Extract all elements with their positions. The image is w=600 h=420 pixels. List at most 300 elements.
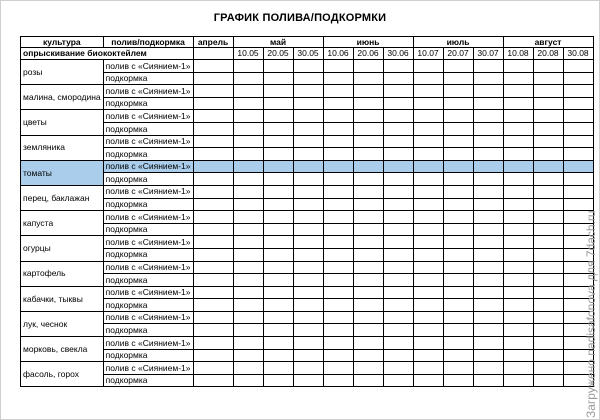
table-cell[interactable] — [193, 97, 233, 110]
table-cell[interactable] — [323, 85, 353, 98]
table-cell[interactable] — [443, 97, 473, 110]
table-cell[interactable] — [533, 362, 563, 375]
table-cell[interactable] — [563, 60, 593, 73]
table-cell[interactable] — [233, 60, 263, 73]
table-cell[interactable] — [473, 135, 503, 148]
table-cell[interactable] — [413, 85, 443, 98]
table-cell[interactable] — [323, 337, 353, 350]
table-cell[interactable] — [443, 185, 473, 198]
table-cell[interactable] — [353, 248, 383, 261]
table-cell[interactable] — [353, 337, 383, 350]
table-cell[interactable] — [473, 85, 503, 98]
table-cell[interactable] — [533, 97, 563, 110]
table-cell[interactable] — [263, 160, 293, 173]
table-cell[interactable] — [503, 148, 533, 161]
table-cell[interactable] — [563, 173, 593, 186]
table-cell[interactable] — [233, 110, 263, 123]
table-cell[interactable] — [383, 110, 413, 123]
table-cell[interactable] — [413, 97, 443, 110]
table-cell[interactable] — [263, 362, 293, 375]
table-cell[interactable] — [233, 374, 263, 387]
table-cell[interactable] — [503, 236, 533, 249]
table-cell[interactable] — [263, 261, 293, 274]
table-cell[interactable] — [263, 299, 293, 312]
table-cell[interactable] — [193, 261, 233, 274]
table-cell[interactable] — [383, 148, 413, 161]
table-cell[interactable] — [323, 185, 353, 198]
table-cell[interactable] — [383, 374, 413, 387]
table-cell[interactable] — [233, 286, 263, 299]
table-cell[interactable] — [263, 198, 293, 211]
table-cell[interactable] — [353, 299, 383, 312]
table-cell[interactable] — [533, 274, 563, 287]
table-cell[interactable] — [473, 286, 503, 299]
table-cell[interactable] — [193, 286, 233, 299]
table-cell[interactable] — [353, 135, 383, 148]
table-cell[interactable] — [233, 160, 263, 173]
table-cell[interactable] — [383, 198, 413, 211]
table-cell[interactable] — [293, 337, 323, 350]
table-cell[interactable] — [503, 223, 533, 236]
table-cell[interactable] — [413, 198, 443, 211]
table-cell[interactable] — [383, 248, 413, 261]
table-cell[interactable] — [473, 185, 503, 198]
table-cell[interactable] — [353, 160, 383, 173]
table-cell[interactable] — [323, 122, 353, 135]
table-cell[interactable] — [533, 135, 563, 148]
table-cell[interactable] — [293, 362, 323, 375]
table-cell[interactable] — [263, 173, 293, 186]
table-cell[interactable] — [413, 349, 443, 362]
table-cell[interactable] — [533, 60, 563, 73]
table-cell[interactable] — [193, 122, 233, 135]
table-cell[interactable] — [473, 72, 503, 85]
table-cell[interactable] — [443, 286, 473, 299]
table-cell[interactable] — [473, 349, 503, 362]
table-cell[interactable] — [233, 122, 263, 135]
table-cell[interactable] — [293, 211, 323, 224]
table-cell[interactable] — [473, 274, 503, 287]
table-cell[interactable] — [233, 97, 263, 110]
table-cell[interactable] — [193, 211, 233, 224]
table-cell[interactable] — [233, 135, 263, 148]
table-cell[interactable] — [503, 362, 533, 375]
table-cell[interactable] — [293, 299, 323, 312]
table-cell[interactable] — [233, 198, 263, 211]
table-cell[interactable] — [383, 261, 413, 274]
table-cell[interactable] — [293, 286, 323, 299]
table-cell[interactable] — [293, 122, 323, 135]
table-cell[interactable] — [413, 60, 443, 73]
table-cell[interactable] — [353, 122, 383, 135]
table-cell[interactable] — [473, 173, 503, 186]
table-cell[interactable] — [353, 349, 383, 362]
table-cell[interactable] — [413, 236, 443, 249]
table-cell[interactable] — [383, 135, 413, 148]
table-cell[interactable] — [263, 72, 293, 85]
table-cell[interactable] — [413, 135, 443, 148]
table-cell[interactable] — [323, 261, 353, 274]
table-cell[interactable] — [413, 337, 443, 350]
table-cell[interactable] — [353, 236, 383, 249]
table-cell[interactable] — [233, 349, 263, 362]
table-cell[interactable] — [293, 148, 323, 161]
table-cell[interactable] — [413, 362, 443, 375]
table-cell[interactable] — [443, 211, 473, 224]
table-cell[interactable] — [533, 324, 563, 337]
table-cell[interactable] — [473, 337, 503, 350]
table-cell[interactable] — [533, 72, 563, 85]
table-cell[interactable] — [533, 311, 563, 324]
table-cell[interactable] — [503, 135, 533, 148]
table-cell[interactable] — [193, 48, 233, 60]
table-cell[interactable] — [193, 110, 233, 123]
table-cell[interactable] — [503, 324, 533, 337]
table-cell[interactable] — [383, 286, 413, 299]
table-cell[interactable] — [413, 311, 443, 324]
table-cell[interactable] — [443, 223, 473, 236]
table-cell[interactable] — [443, 236, 473, 249]
table-cell[interactable] — [323, 374, 353, 387]
table-cell[interactable] — [323, 223, 353, 236]
table-cell[interactable] — [413, 299, 443, 312]
table-cell[interactable] — [323, 135, 353, 148]
table-cell[interactable] — [323, 72, 353, 85]
table-cell[interactable] — [293, 97, 323, 110]
table-cell[interactable] — [293, 72, 323, 85]
table-cell[interactable] — [193, 362, 233, 375]
table-cell[interactable] — [563, 97, 593, 110]
table-cell[interactable] — [293, 349, 323, 362]
table-cell[interactable] — [263, 110, 293, 123]
table-cell[interactable] — [353, 60, 383, 73]
table-cell[interactable] — [233, 362, 263, 375]
table-cell[interactable] — [503, 198, 533, 211]
table-cell[interactable] — [263, 349, 293, 362]
table-cell[interactable] — [193, 349, 233, 362]
table-cell[interactable] — [383, 122, 413, 135]
table-cell[interactable] — [353, 261, 383, 274]
table-cell[interactable] — [263, 97, 293, 110]
table-cell[interactable] — [473, 324, 503, 337]
table-cell[interactable] — [323, 211, 353, 224]
table-cell[interactable] — [443, 135, 473, 148]
table-cell[interactable] — [533, 122, 563, 135]
table-cell[interactable] — [353, 72, 383, 85]
table-cell[interactable] — [533, 236, 563, 249]
table-cell[interactable] — [233, 173, 263, 186]
table-cell[interactable] — [263, 324, 293, 337]
table-cell[interactable] — [533, 173, 563, 186]
table-cell[interactable] — [233, 85, 263, 98]
table-cell[interactable] — [413, 261, 443, 274]
table-cell[interactable] — [263, 148, 293, 161]
table-cell[interactable] — [503, 299, 533, 312]
table-cell[interactable] — [263, 337, 293, 350]
table-cell[interactable] — [353, 211, 383, 224]
table-cell[interactable] — [413, 160, 443, 173]
table-cell[interactable] — [473, 374, 503, 387]
table-cell[interactable] — [383, 362, 413, 375]
table-cell[interactable] — [353, 185, 383, 198]
table-cell[interactable] — [503, 72, 533, 85]
table-cell[interactable] — [503, 286, 533, 299]
table-cell[interactable] — [503, 122, 533, 135]
table-cell[interactable] — [353, 311, 383, 324]
table-cell[interactable] — [193, 60, 233, 73]
table-cell[interactable] — [473, 261, 503, 274]
table-cell[interactable] — [233, 236, 263, 249]
table-cell[interactable] — [533, 110, 563, 123]
table-cell[interactable] — [503, 337, 533, 350]
table-cell[interactable] — [503, 311, 533, 324]
table-cell[interactable] — [473, 311, 503, 324]
table-cell[interactable] — [503, 211, 533, 224]
table-cell[interactable] — [353, 198, 383, 211]
table-cell[interactable] — [233, 324, 263, 337]
table-cell[interactable] — [413, 286, 443, 299]
table-cell[interactable] — [383, 236, 413, 249]
table-cell[interactable] — [263, 122, 293, 135]
table-cell[interactable] — [443, 148, 473, 161]
table-cell[interactable] — [233, 185, 263, 198]
table-cell[interactable] — [503, 185, 533, 198]
table-cell[interactable] — [323, 198, 353, 211]
table-cell[interactable] — [233, 274, 263, 287]
table-cell[interactable] — [323, 248, 353, 261]
table-cell[interactable] — [263, 286, 293, 299]
table-cell[interactable] — [563, 148, 593, 161]
table-cell[interactable] — [473, 148, 503, 161]
table-cell[interactable] — [413, 223, 443, 236]
table-cell[interactable] — [383, 85, 413, 98]
table-cell[interactable] — [263, 236, 293, 249]
table-cell[interactable] — [293, 173, 323, 186]
table-cell[interactable] — [193, 236, 233, 249]
table-cell[interactable] — [293, 274, 323, 287]
table-cell[interactable] — [533, 211, 563, 224]
table-cell[interactable] — [503, 160, 533, 173]
table-cell[interactable] — [383, 173, 413, 186]
table-cell[interactable] — [443, 311, 473, 324]
table-cell[interactable] — [443, 337, 473, 350]
table-cell[interactable] — [383, 160, 413, 173]
table-cell[interactable] — [263, 211, 293, 224]
table-cell[interactable] — [503, 110, 533, 123]
table-cell[interactable] — [293, 135, 323, 148]
table-cell[interactable] — [443, 72, 473, 85]
table-cell[interactable] — [533, 185, 563, 198]
table-cell[interactable] — [413, 148, 443, 161]
table-cell[interactable] — [193, 173, 233, 186]
table-cell[interactable] — [193, 135, 233, 148]
table-cell[interactable] — [533, 286, 563, 299]
table-cell[interactable] — [293, 261, 323, 274]
table-cell[interactable] — [413, 110, 443, 123]
table-cell[interactable] — [473, 236, 503, 249]
table-cell[interactable] — [353, 85, 383, 98]
table-cell[interactable] — [353, 374, 383, 387]
table-cell[interactable] — [293, 185, 323, 198]
table-cell[interactable] — [293, 311, 323, 324]
table-cell[interactable] — [293, 85, 323, 98]
table-cell[interactable] — [533, 349, 563, 362]
table-cell[interactable] — [533, 261, 563, 274]
table-cell[interactable] — [443, 198, 473, 211]
table-cell[interactable] — [473, 362, 503, 375]
table-cell[interactable] — [383, 223, 413, 236]
table-cell[interactable] — [473, 122, 503, 135]
table-cell[interactable] — [383, 211, 413, 224]
table-cell[interactable] — [503, 248, 533, 261]
table-cell[interactable] — [353, 362, 383, 375]
table-cell[interactable] — [353, 110, 383, 123]
table-cell[interactable] — [503, 97, 533, 110]
table-cell[interactable] — [503, 85, 533, 98]
table-cell[interactable] — [563, 135, 593, 148]
table-cell[interactable] — [263, 248, 293, 261]
table-cell[interactable] — [383, 97, 413, 110]
table-cell[interactable] — [413, 122, 443, 135]
table-cell[interactable] — [323, 299, 353, 312]
table-cell[interactable] — [473, 248, 503, 261]
table-cell[interactable] — [193, 198, 233, 211]
table-cell[interactable] — [443, 173, 473, 186]
table-cell[interactable] — [193, 311, 233, 324]
table-cell[interactable] — [233, 248, 263, 261]
table-cell[interactable] — [473, 110, 503, 123]
table-cell[interactable] — [293, 223, 323, 236]
table-cell[interactable] — [293, 248, 323, 261]
table-cell[interactable] — [473, 60, 503, 73]
table-cell[interactable] — [413, 185, 443, 198]
table-cell[interactable] — [443, 110, 473, 123]
table-cell[interactable] — [473, 223, 503, 236]
table-cell[interactable] — [263, 223, 293, 236]
table-cell[interactable] — [323, 110, 353, 123]
table-cell[interactable] — [323, 173, 353, 186]
table-cell[interactable] — [233, 337, 263, 350]
table-cell[interactable] — [383, 185, 413, 198]
table-cell[interactable] — [353, 286, 383, 299]
table-cell[interactable] — [533, 198, 563, 211]
table-cell[interactable] — [233, 261, 263, 274]
table-cell[interactable] — [533, 148, 563, 161]
table-cell[interactable] — [443, 122, 473, 135]
table-cell[interactable] — [353, 97, 383, 110]
table-cell[interactable] — [383, 60, 413, 73]
table-cell[interactable] — [473, 299, 503, 312]
table-cell[interactable] — [443, 362, 473, 375]
table-cell[interactable] — [323, 148, 353, 161]
table-cell[interactable] — [233, 211, 263, 224]
table-cell[interactable] — [563, 72, 593, 85]
table-cell[interactable] — [233, 223, 263, 236]
table-cell[interactable] — [563, 198, 593, 211]
table-cell[interactable] — [533, 160, 563, 173]
table-cell[interactable] — [193, 160, 233, 173]
table-cell[interactable] — [193, 324, 233, 337]
table-cell[interactable] — [503, 274, 533, 287]
table-cell[interactable] — [263, 311, 293, 324]
table-cell[interactable] — [263, 60, 293, 73]
table-cell[interactable] — [193, 223, 233, 236]
table-cell[interactable] — [503, 60, 533, 73]
table-cell[interactable] — [413, 211, 443, 224]
table-cell[interactable] — [413, 374, 443, 387]
table-cell[interactable] — [293, 374, 323, 387]
table-cell[interactable] — [473, 198, 503, 211]
table-cell[interactable] — [443, 374, 473, 387]
table-cell[interactable] — [533, 223, 563, 236]
table-cell[interactable] — [323, 362, 353, 375]
table-cell[interactable] — [443, 248, 473, 261]
table-cell[interactable] — [473, 160, 503, 173]
table-cell[interactable] — [503, 374, 533, 387]
table-cell[interactable] — [353, 274, 383, 287]
table-cell[interactable] — [233, 148, 263, 161]
table-cell[interactable] — [503, 349, 533, 362]
table-cell[interactable] — [293, 236, 323, 249]
table-cell[interactable] — [293, 60, 323, 73]
table-cell[interactable] — [193, 85, 233, 98]
table-cell[interactable] — [323, 236, 353, 249]
table-cell[interactable] — [293, 110, 323, 123]
table-cell[interactable] — [413, 173, 443, 186]
table-cell[interactable] — [533, 299, 563, 312]
table-cell[interactable] — [353, 324, 383, 337]
table-cell[interactable] — [443, 261, 473, 274]
table-cell[interactable] — [473, 211, 503, 224]
table-cell[interactable] — [233, 72, 263, 85]
table-cell[interactable] — [193, 72, 233, 85]
table-cell[interactable] — [443, 349, 473, 362]
table-cell[interactable] — [323, 286, 353, 299]
table-cell[interactable] — [293, 198, 323, 211]
table-cell[interactable] — [323, 274, 353, 287]
table-cell[interactable] — [533, 374, 563, 387]
table-cell[interactable] — [193, 185, 233, 198]
table-cell[interactable] — [533, 248, 563, 261]
table-cell[interactable] — [503, 173, 533, 186]
table-cell[interactable] — [383, 337, 413, 350]
table-cell[interactable] — [193, 337, 233, 350]
table-cell[interactable] — [563, 160, 593, 173]
table-cell[interactable] — [383, 274, 413, 287]
table-cell[interactable] — [353, 148, 383, 161]
table-cell[interactable] — [563, 110, 593, 123]
table-cell[interactable] — [413, 324, 443, 337]
table-cell[interactable] — [323, 160, 353, 173]
table-cell[interactable] — [413, 248, 443, 261]
table-cell[interactable] — [443, 160, 473, 173]
table-cell[interactable] — [263, 374, 293, 387]
table-cell[interactable] — [233, 311, 263, 324]
table-cell[interactable] — [533, 337, 563, 350]
table-cell[interactable] — [193, 148, 233, 161]
table-cell[interactable] — [473, 97, 503, 110]
table-cell[interactable] — [383, 299, 413, 312]
table-cell[interactable] — [263, 135, 293, 148]
table-cell[interactable] — [193, 248, 233, 261]
table-cell[interactable] — [293, 324, 323, 337]
table-cell[interactable] — [193, 374, 233, 387]
table-cell[interactable] — [383, 324, 413, 337]
table-cell[interactable] — [353, 223, 383, 236]
table-cell[interactable] — [323, 311, 353, 324]
table-cell[interactable] — [443, 85, 473, 98]
table-cell[interactable] — [383, 311, 413, 324]
